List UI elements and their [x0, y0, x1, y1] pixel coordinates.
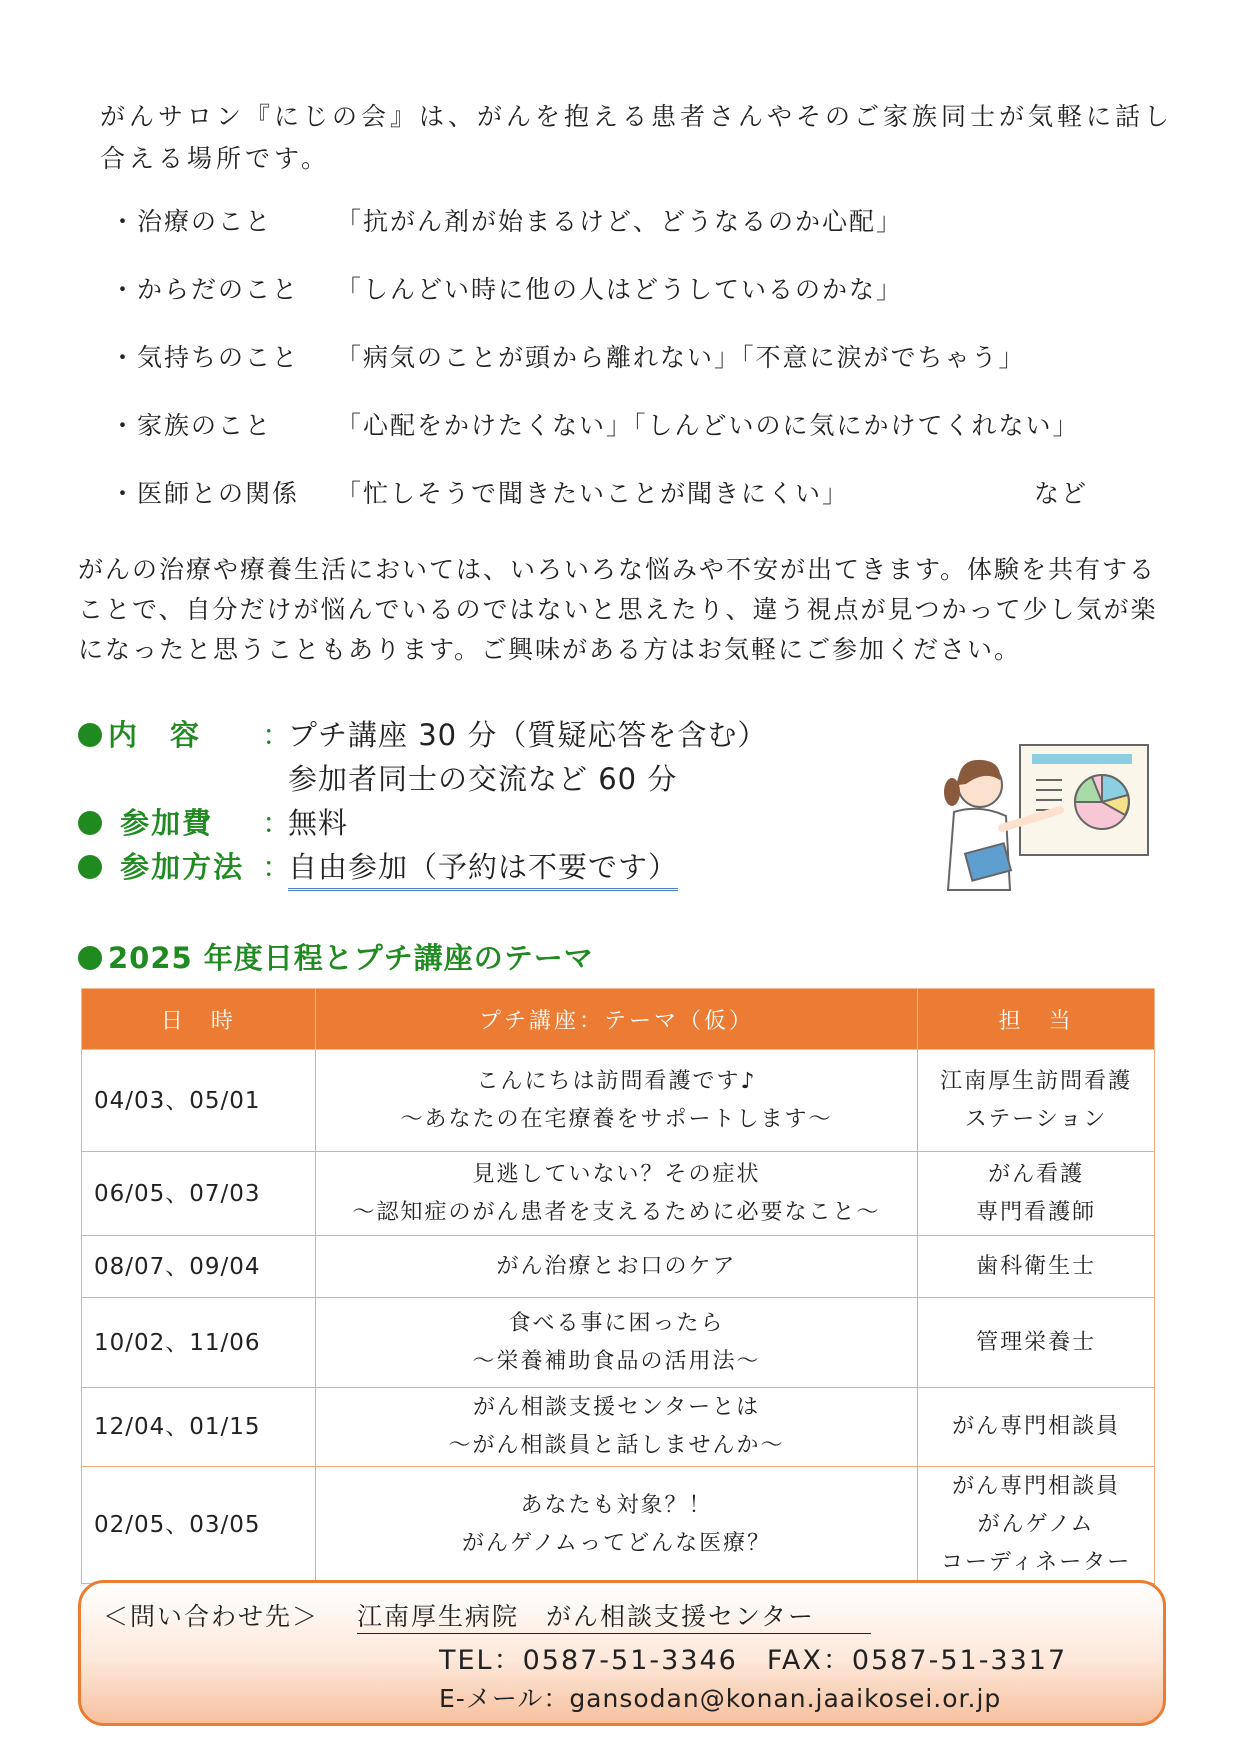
theme-subline: がんゲノムってどんな医療？ [461, 1531, 772, 1556]
schedule-table [81, 988, 1155, 1584]
bullet-dot-icon [78, 855, 102, 879]
topic-item [110, 338, 1110, 406]
row-theme [315, 1388, 917, 1467]
event-info [78, 713, 878, 889]
row-date: 02/05、03/05 [82, 1467, 316, 1584]
topic-quote: 「抗がん剤が始まるけど、どうなるのか心配」 [336, 207, 904, 236]
contact-phone-fax: TEL：0587-51-3346 FAX：0587-51-3317 [439, 1645, 1068, 1676]
row-staff [918, 1236, 1155, 1298]
topic-item [110, 202, 1110, 270]
row-theme [315, 1298, 917, 1388]
row-staff [918, 1152, 1155, 1236]
header-theme: プチ講座：テーマ（仮） [315, 989, 917, 1050]
info-fee-row [78, 801, 878, 845]
topic-quote: 「忙しそうで聞きたいことが聞きにくい」 [336, 479, 850, 508]
staff-line: ステーション [964, 1106, 1108, 1132]
bullet-dot-icon [78, 811, 102, 835]
header-staff: 担 当 [918, 989, 1155, 1050]
info-colon: ： [262, 806, 292, 840]
staff-line: がん専門相談員 [952, 1474, 1121, 1499]
table-row [82, 1467, 1155, 1584]
info-fee-value: 無料 [288, 806, 349, 840]
info-key-text: 参加費 [120, 806, 214, 840]
info-content-key [78, 713, 201, 754]
info-colon: ： [262, 718, 292, 752]
theme-line: がん相談支援センターとは [472, 1395, 761, 1420]
row-date: 10/02、11/06 [82, 1298, 316, 1388]
bullet-dot-icon [78, 946, 102, 970]
info-content-value-1: プチ講座 30 分（質疑応答を含む） [288, 718, 768, 752]
row-date: 12/04、01/15 [82, 1388, 316, 1467]
topic-item [110, 270, 1110, 338]
theme-subline: ～がん相談員と話しませんか～ [448, 1433, 785, 1458]
row-date: 06/05、07/03 [82, 1152, 316, 1236]
info-fee-key [78, 801, 213, 842]
nurse-presentation-illustration [940, 740, 1155, 900]
info-method-value: 自由参加（予約は不要です） [288, 845, 678, 891]
info-key-text: 参加方法 [120, 850, 245, 884]
table-row [82, 1152, 1155, 1236]
row-staff [918, 1050, 1155, 1152]
staff-line: 歯科衛生士 [976, 1253, 1097, 1279]
row-date: 08/07、09/04 [82, 1236, 316, 1298]
info-colon: ： [262, 850, 292, 884]
staff-line: がん専門相談員 [952, 1414, 1121, 1439]
theme-subline: ～あなたの在宅療養をサポートします～ [400, 1106, 833, 1132]
row-staff [918, 1467, 1155, 1584]
row-staff [918, 1388, 1155, 1467]
schedule-title-text: 2025 年度日程とプチ講座のテーマ [108, 941, 594, 975]
topic-label: ・治療のこと [110, 207, 273, 236]
info-content-row [78, 713, 878, 757]
topic-label: ・医師との関係 [110, 479, 300, 508]
staff-line: がん看護 [988, 1161, 1085, 1187]
table-row [82, 1050, 1155, 1152]
row-theme [315, 1467, 917, 1584]
topic-item [110, 406, 1110, 474]
theme-line: 食べる事に困ったら [508, 1310, 725, 1336]
schedule-title [78, 936, 594, 977]
theme-subline: ～認知症のがん患者を支えるために必要なこと～ [352, 1199, 881, 1225]
topic-label: ・家族のこと [110, 411, 273, 440]
table-row [82, 1236, 1155, 1298]
row-theme [315, 1236, 917, 1298]
contact-organization: 江南厚生病院 がん相談支援センター [357, 1597, 871, 1634]
topic-item [110, 474, 1110, 542]
theme-line: 見逃していない？その症状 [472, 1161, 761, 1187]
topic-label: ・気持ちのこと [110, 343, 300, 372]
topic-label: ・からだのこと [110, 275, 300, 304]
info-content-value-2: 参加者同士の交流など 60 分 [288, 762, 678, 796]
staff-line: がんゲノム [977, 1512, 1095, 1537]
topic-etc: など [1034, 479, 1089, 508]
topic-quote: 「病気のことが頭から離れない」「不意に涙がでちゃう」 [336, 343, 1026, 372]
topic-quote: 「しんどい時に他の人はどうしているのかな」 [336, 275, 904, 304]
info-key-text: 内 容 [108, 718, 202, 752]
description-paragraph: がんの治療や療養生活においては、いろいろな悩みや不安が出てきます。体験を共有することで、自分だけが悩んでいるのではないと思えたり、違う視点が見つかって少し気が楽になったと思うこともあります。ご興味がある方はお気軽にご参加ください。 [78, 555, 1158, 664]
row-theme [315, 1152, 917, 1236]
contact-box [78, 1580, 1166, 1726]
staff-line: 専門看護師 [976, 1199, 1097, 1225]
table-row [82, 1388, 1155, 1467]
info-method-row [78, 845, 878, 889]
row-staff [918, 1298, 1155, 1388]
contact-label: ＜問い合わせ先＞ [103, 1602, 320, 1631]
bullet-dot-icon [78, 723, 102, 747]
theme-line: こんにちは訪問看護です♪ [476, 1068, 757, 1094]
theme-line: あなたも対象？！ [520, 1493, 713, 1518]
theme-line: がん治療とお口のケア [496, 1253, 737, 1279]
staff-line: 管理栄養士 [976, 1329, 1097, 1355]
table-header-row [82, 989, 1155, 1050]
table-row [82, 1298, 1155, 1388]
row-date: 04/03、05/01 [82, 1050, 316, 1152]
contact-email[interactable]: E-メール：gansodan@konan.jaaikosei.or.jp [439, 1684, 1002, 1713]
topic-list [110, 202, 1110, 542]
intro-text: がんサロン『にじの会』は、がんを抱える患者さんやそのご家族同士が気軽に話し合える場所です。 [100, 102, 1174, 173]
row-theme [315, 1050, 917, 1152]
info-method-key [78, 845, 244, 886]
header-date: 日 時 [82, 989, 316, 1050]
staff-line: コーディネーター [940, 1550, 1132, 1575]
topic-quote: 「心配をかけたくない」「しんどいのに気にかけてくれない」 [336, 411, 1080, 440]
staff-line: 江南厚生訪問看護 [940, 1068, 1133, 1094]
info-content-row-2 [78, 757, 878, 801]
theme-subline: ～栄養補助食品の活用法～ [472, 1348, 761, 1374]
